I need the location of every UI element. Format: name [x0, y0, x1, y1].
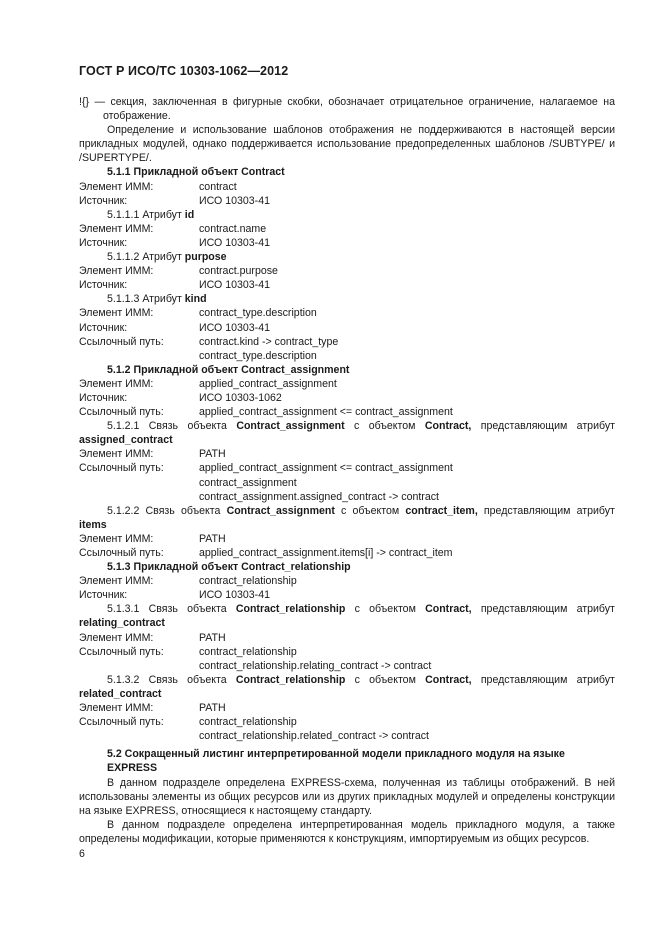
label-element: Элемент ИММ:: [79, 307, 154, 320]
value-source: ИСО 10303-41: [199, 236, 270, 249]
value-element: contract.purpose: [199, 265, 278, 278]
label-source: Источник:: [79, 391, 128, 404]
mapping-row: [79, 306, 615, 320]
word: объекта: [187, 603, 227, 616]
value-element: PATH: [199, 631, 226, 644]
word: Contract,: [425, 673, 472, 686]
word: Contract_assignment: [236, 420, 345, 433]
word: атрибут: [576, 673, 615, 686]
label-element: Элемент ИММ:: [79, 377, 154, 390]
label-source: Источник:: [79, 194, 128, 207]
label-element: Элемент ИММ:: [79, 448, 154, 461]
word: представляющим: [480, 603, 568, 616]
section-paragraph: В данном подразделе определена интерпретированная модель прикладного модуля, а также определены модификации, которые применяются к конструкциям, импортируемым из общих ресурсов.: [79, 818, 615, 845]
heading-5-1-3: 5.1.3 Прикладной объект Contract_relationship: [107, 561, 351, 574]
mapping-row: [79, 222, 615, 236]
word: объекта: [180, 504, 221, 517]
word: атрибут: [576, 504, 615, 517]
attr-prefix: 5.1.1.2 Атрибут: [107, 251, 185, 264]
mapping-row: [79, 631, 615, 645]
mapping-row: [79, 264, 615, 278]
ref-path-continuation: contract_relationship.relating_contract -> contract: [199, 659, 432, 672]
value-element: contract_type.description: [199, 307, 317, 320]
label-source: Источник:: [79, 589, 128, 602]
word: объектом: [352, 504, 400, 517]
value-element: PATH: [199, 702, 226, 715]
mapping-row: [79, 321, 615, 335]
attr-name: kind: [184, 293, 207, 306]
word: атрибут: [576, 603, 615, 616]
mapping-row: [79, 236, 615, 250]
word: объекта: [187, 420, 227, 433]
label-ref-path: Ссылочный путь:: [79, 462, 164, 475]
value-ref-path: applied_contract_assignment <= contract_assignment: [199, 406, 453, 419]
mapping-row: [79, 701, 615, 715]
word: объектом: [369, 673, 416, 686]
heading-5-1-2-2: [79, 504, 615, 518]
heading-5-1-1-2: [79, 250, 615, 264]
mapping-row: [79, 447, 615, 461]
word: представляющим: [480, 673, 568, 686]
mapping-row: [79, 180, 615, 194]
word: представляющим: [480, 420, 568, 433]
attr-name: relating_contract: [79, 617, 165, 630]
word: Contract_relationship: [235, 603, 346, 616]
value-ref-path: applied_contract_assignment <= contract_assignment: [199, 462, 453, 475]
label-source: Источник:: [79, 321, 128, 334]
value-element: applied_contract_assignment: [199, 377, 337, 390]
ref-path-continuation: contract_assignment.assigned_contract -> contract: [199, 490, 439, 503]
value-element: PATH: [199, 448, 226, 461]
attr-prefix: 5.1.1.3 Атрибут: [107, 293, 185, 306]
label-element: Элемент ИММ:: [79, 265, 154, 278]
word: атрибут: [576, 420, 615, 433]
value-ref-path: contract_relationship: [199, 645, 297, 658]
word: представляющим: [483, 504, 571, 517]
mapping-row: [79, 194, 615, 208]
intro-paragraph: Определение и использование шаблонов отображения не поддерживаются в настоящей версии прикладных модулей, однако поддерживается использование предопределенных шаблонов /SUBTYPE/ и /SUPERTYPE/.: [79, 124, 615, 165]
section-paragraph: В данном подразделе определена EXPRESS-схема, полученная из таблицы отображений. В ней использованы элементы из общих ресурсов или из других прикладных модулей и определены конструкции на языке EXPRESS, относящиеся к настоящему стандарту.: [79, 776, 615, 817]
value-source: ИСО 10303-41: [199, 279, 270, 292]
word: с: [354, 603, 360, 616]
page-number: 6: [79, 848, 85, 860]
label-ref-path: Ссылочный путь:: [79, 406, 164, 419]
label-element: Элемент ИММ:: [79, 631, 154, 644]
word: с: [354, 673, 360, 686]
value-element: PATH: [199, 532, 226, 545]
heading-5-1-3-1: [79, 602, 615, 616]
word: Связь: [148, 420, 179, 433]
word: Связь: [148, 603, 178, 616]
attr-name: assigned_contract: [79, 434, 173, 447]
label-ref-path: Ссылочный путь:: [79, 716, 164, 729]
value-ref-path: applied_contract_assignment.items[i] -> contract_item: [199, 547, 453, 559]
mapping-row: [79, 546, 615, 560]
word: Contract,: [424, 420, 472, 433]
attr-name: related_contract: [79, 687, 162, 700]
ref-path-continuation: contract_assignment: [199, 476, 297, 489]
mapping-row: [79, 461, 615, 475]
mapping-row: [79, 405, 615, 419]
word: 5.1.2.1: [107, 420, 140, 433]
ref-path-continuation: contract_type.description: [199, 349, 317, 362]
value-ref-path: contract.kind -> contract_type: [199, 335, 339, 348]
label-element: Элемент ИММ:: [79, 575, 154, 588]
attr-prefix: 5.1.1.1 Атрибут: [107, 208, 185, 221]
word: Связь: [148, 673, 178, 686]
value-source: ИСО 10303-41: [199, 194, 270, 207]
heading-5-1-1-1: [79, 208, 615, 222]
mapping-row: [79, 377, 615, 391]
heading-5-1-2: 5.1.2 Прикладной объект Contract_assignment: [107, 363, 350, 376]
ref-path-continuation: contract_relationship.related_contract -> contract: [199, 730, 429, 743]
mapping-row: [79, 391, 615, 405]
label-ref-path: Ссылочный путь:: [79, 645, 164, 658]
label-element: Элемент ИММ:: [79, 532, 154, 545]
value-element: contract: [199, 180, 237, 193]
word: Contract,: [425, 603, 472, 616]
attr-name: items: [79, 518, 107, 531]
word: объекта: [187, 673, 227, 686]
page-body: [79, 95, 615, 846]
word: с: [341, 504, 347, 517]
label-element: Элемент ИММ:: [79, 222, 154, 235]
mapping-row: [79, 335, 615, 349]
mapping-row: [79, 715, 615, 729]
value-element: contract_relationship: [199, 575, 297, 588]
word: объектом: [368, 420, 416, 433]
mapping-row: [79, 588, 615, 602]
heading-5-1-1-3: [79, 292, 615, 306]
label-ref-path: Ссылочный путь:: [79, 335, 164, 348]
mapping-row: [79, 278, 615, 292]
value-source: ИСО 10303-1062: [199, 391, 282, 404]
heading-5-2: 5.2 Сокращенный листинг интерпретированной модели прикладного модуля на языке EXPRESS: [107, 748, 565, 775]
label-source: Источник:: [79, 236, 128, 249]
mapping-row: [79, 532, 615, 546]
word: с: [354, 420, 360, 433]
page-header-title: ГОСТ Р ИСО/ТС 10303-1062—2012: [79, 64, 289, 78]
label-ref-path: Ссылочный путь:: [79, 547, 164, 559]
attr-name: purpose: [184, 251, 227, 264]
word: Связь: [145, 504, 175, 517]
label-source: Источник:: [79, 279, 128, 292]
label-element: Элемент ИММ:: [79, 702, 154, 715]
heading-5-1-1: 5.1.1 Прикладной объект Contract: [107, 166, 285, 179]
value-ref-path: contract_relationship: [199, 716, 297, 729]
word: 5.1.3.2: [107, 673, 140, 686]
heading-5-1-2-1: [79, 419, 615, 433]
label-element: Элемент ИММ:: [79, 180, 154, 193]
word: 5.1.3.1: [107, 603, 140, 616]
mapping-row: [79, 574, 615, 588]
heading-5-1-3-2: [79, 673, 615, 687]
word: Contract_assignment: [226, 504, 335, 517]
value-source: ИСО 10303-41: [199, 589, 270, 602]
word: Contract_relationship: [235, 673, 346, 686]
value-element: contract.name: [199, 222, 267, 235]
word: 5.1.2.2: [107, 504, 140, 517]
word: contract_item,: [405, 504, 478, 517]
word: объектом: [369, 603, 416, 616]
value-source: ИСО 10303-41: [199, 321, 270, 334]
brace-definition: !{} — секция, заключенная в фигурные скобки, обозначает отрицательное ограничение, налагаемое на отображение.: [79, 96, 615, 123]
mapping-row: [79, 645, 615, 659]
attr-name: id: [184, 208, 195, 221]
